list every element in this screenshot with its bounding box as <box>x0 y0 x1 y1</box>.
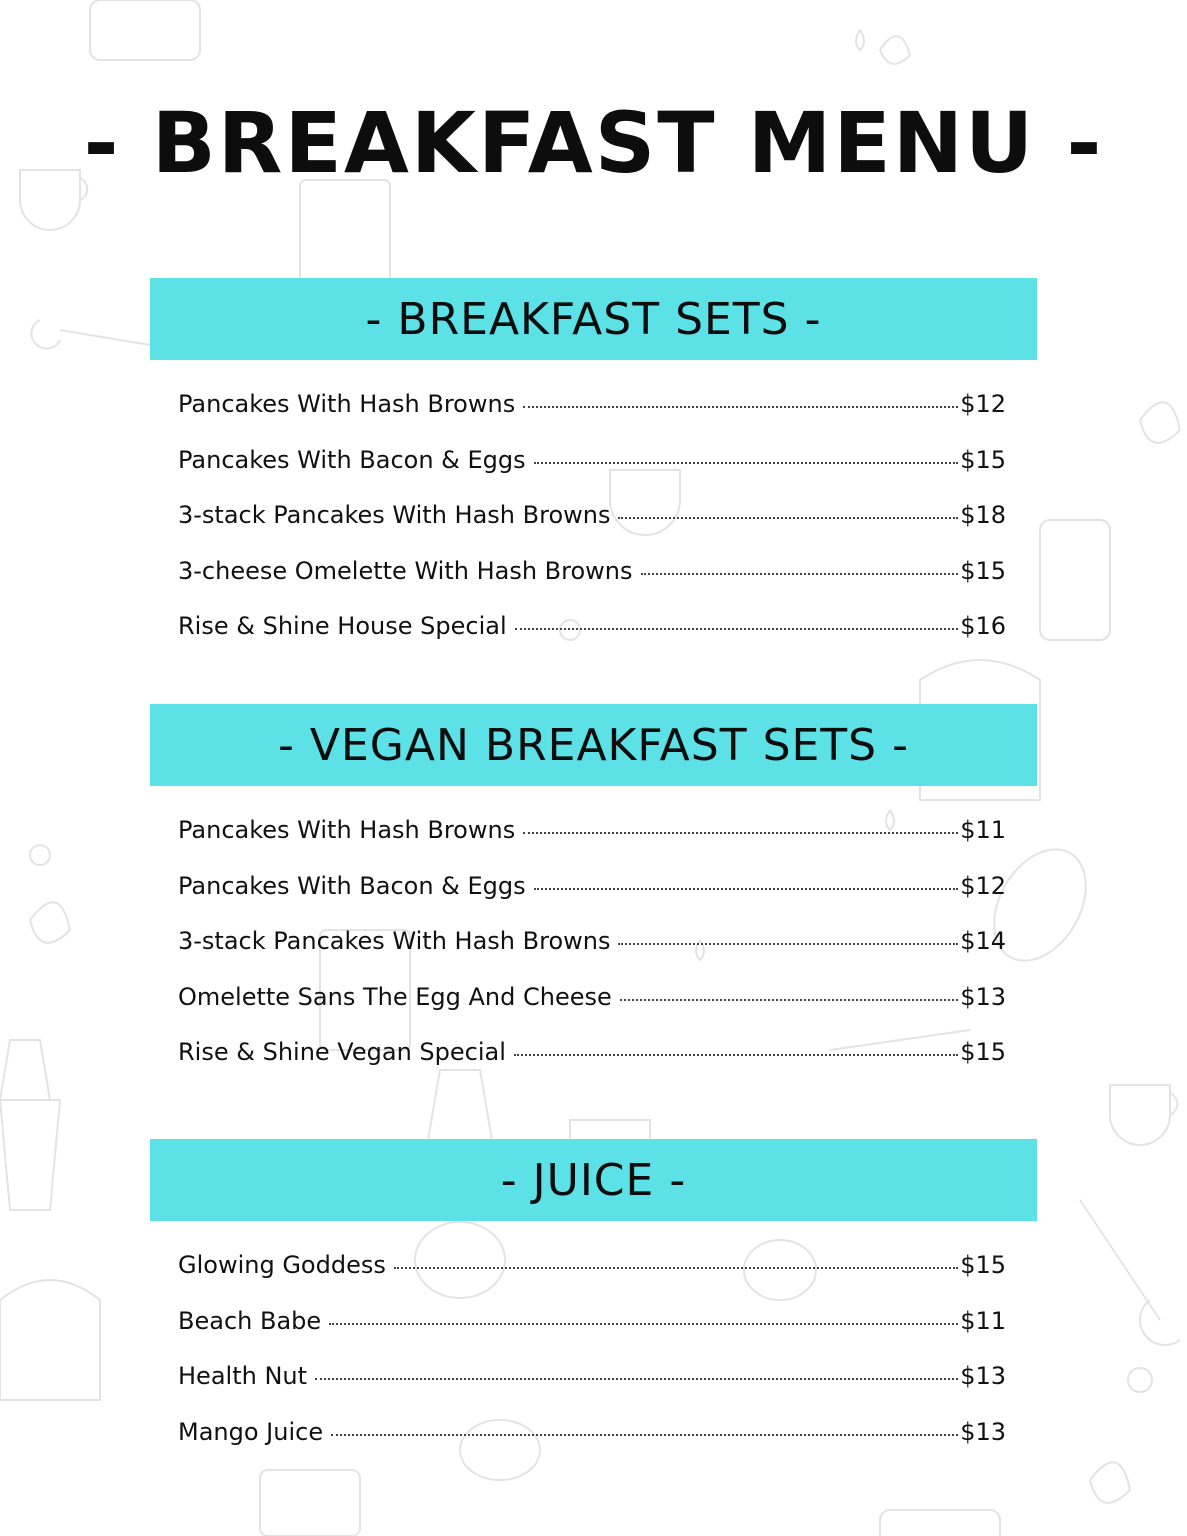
item-price: $13 <box>960 982 1006 1011</box>
item-price: $15 <box>960 1038 1006 1066</box>
item-name: Omelette Sans The Egg And Cheese <box>178 982 612 1011</box>
dotted-leader <box>515 628 959 630</box>
dotted-leader <box>618 517 958 519</box>
menu-item <box>178 612 1006 668</box>
menu-item <box>178 1307 1006 1363</box>
menu-item <box>178 1362 1006 1418</box>
menu-item <box>178 446 1006 502</box>
item-name: Rise & Shine Vegan Special <box>178 1038 506 1066</box>
item-price: $15 <box>960 1251 1006 1279</box>
dotted-leader <box>523 832 958 834</box>
item-price: $15 <box>960 556 1006 585</box>
item-name: Pancakes With Bacon & Eggs <box>178 445 526 474</box>
item-name: Mango Juice <box>178 1417 324 1446</box>
item-name: Glowing Goddess <box>178 1251 386 1279</box>
menu-list-breakfast-sets <box>178 390 1006 668</box>
menu-item <box>178 390 1006 446</box>
item-price: $13 <box>960 1362 1006 1390</box>
item-price: $11 <box>960 1306 1006 1335</box>
item-price: $15 <box>960 445 1006 474</box>
item-price: $14 <box>960 927 1006 955</box>
item-price: $13 <box>960 1417 1006 1446</box>
dotted-leader <box>534 888 959 890</box>
section-title: - BREAKFAST SETS - <box>365 293 822 345</box>
item-price: $18 <box>960 501 1006 529</box>
menu-item <box>178 501 1006 557</box>
item-name: Pancakes With Hash Browns <box>178 390 516 418</box>
section-title: - JUICE - <box>500 1154 687 1206</box>
section-title: - VEGAN BREAKFAST SETS - <box>278 719 909 771</box>
menu-item <box>178 1038 1006 1094</box>
item-name: 3-cheese Omelette With Hash Browns <box>178 556 633 585</box>
section-banner-breakfast-sets <box>150 278 1037 360</box>
dotted-leader <box>315 1378 958 1380</box>
dotted-leader <box>514 1054 958 1056</box>
item-price: $16 <box>960 612 1006 640</box>
menu-item <box>178 816 1006 872</box>
section-banner-juice <box>150 1139 1037 1221</box>
item-price: $12 <box>960 871 1006 900</box>
dotted-leader <box>523 406 958 408</box>
dotted-leader <box>618 943 958 945</box>
menu-item <box>178 1251 1006 1307</box>
dotted-leader <box>534 462 959 464</box>
item-name: Health Nut <box>178 1362 308 1390</box>
dotted-leader <box>620 999 958 1001</box>
item-name: Rise & Shine House Special <box>178 612 507 640</box>
item-name: Pancakes With Hash Browns <box>178 816 516 844</box>
menu-item <box>178 872 1006 928</box>
menu-list-juice <box>178 1251 1006 1473</box>
item-price: $11 <box>960 816 1006 844</box>
section-banner-vegan-breakfast-sets <box>150 704 1037 786</box>
menu-item <box>178 557 1006 613</box>
item-name: Pancakes With Bacon & Eggs <box>178 871 526 900</box>
menu-title: - BREAKFAST MENU - <box>83 94 1104 192</box>
menu-item <box>178 983 1006 1039</box>
item-price: $12 <box>960 390 1006 418</box>
dotted-leader <box>641 573 959 575</box>
item-name: 3-stack Pancakes With Hash Browns <box>178 927 611 955</box>
menu-item <box>178 1418 1006 1474</box>
menu-item <box>178 927 1006 983</box>
dotted-leader <box>394 1267 958 1269</box>
item-name: 3-stack Pancakes With Hash Browns <box>178 501 611 529</box>
item-name: Beach Babe <box>178 1306 322 1335</box>
menu-list-vegan-breakfast-sets <box>178 816 1006 1094</box>
dotted-leader <box>331 1434 958 1436</box>
dotted-leader <box>329 1323 958 1325</box>
